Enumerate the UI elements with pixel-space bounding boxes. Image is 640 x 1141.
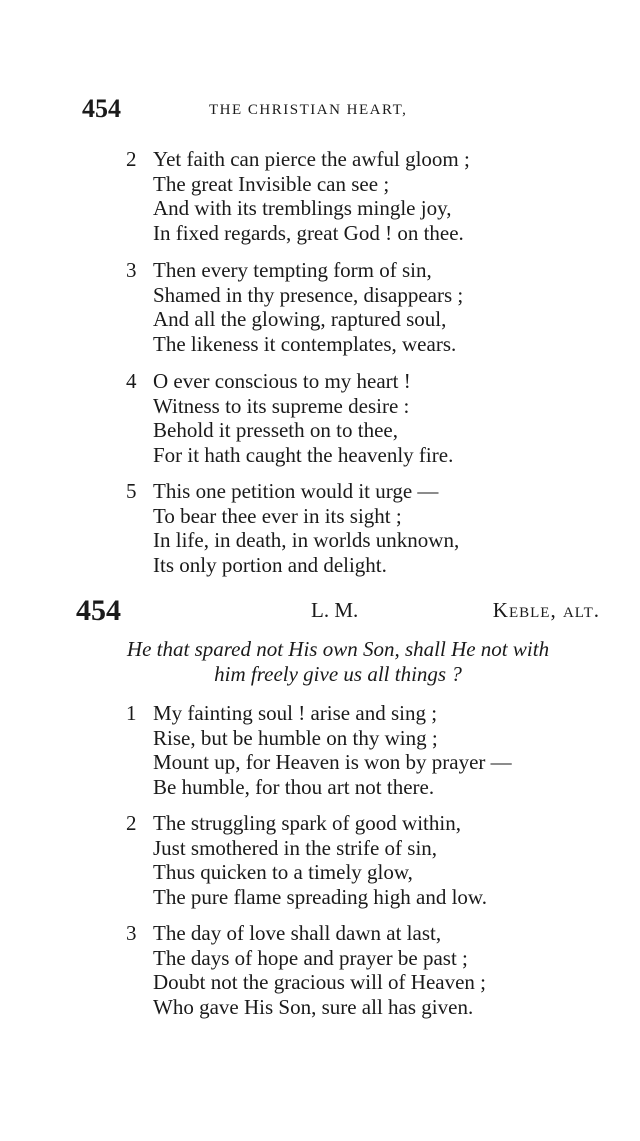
verse-line: And all the glowing, raptured soul, xyxy=(153,307,447,331)
running-title: THE CHRISTIAN HEART, xyxy=(209,102,408,118)
epigraph-line: him freely give us all things ? xyxy=(214,662,462,686)
verse-line: The great Invisible can see ; xyxy=(153,171,390,196)
verse-line: Witness to its supreme desire : xyxy=(153,393,410,418)
verse-line: The pure flame spreading high and low. xyxy=(153,884,487,909)
verse-line: Mount up, for Heaven is won by prayer — xyxy=(153,750,512,774)
page-number: 454 xyxy=(82,94,121,123)
verse-line: To bear thee ever in its sight ; xyxy=(153,503,402,528)
hymn-number: 454 xyxy=(76,594,121,627)
verse-line: Thus quicken to a timely glow, xyxy=(153,860,413,884)
verse-line: And with its tremblings mingle joy, xyxy=(153,196,452,220)
verse-line: The likeness it contemplates, wears. xyxy=(153,331,457,356)
hymn-author: Keble, alt. xyxy=(492,598,600,622)
verse-line: Just smothered in the strife of sin, xyxy=(153,835,438,860)
stanza-number: 4 xyxy=(126,369,137,393)
stanza-number: 2 xyxy=(126,147,137,171)
verse-line: In life, in death, in worlds unknown, xyxy=(153,528,460,552)
verse-line: Then every tempting form of sin, xyxy=(153,258,432,282)
verse-line: Rise, but be humble on thy wing ; xyxy=(153,725,438,750)
stanza-number: 2 xyxy=(126,811,137,835)
page-header xyxy=(82,94,572,124)
stanza-number: 3 xyxy=(126,921,137,945)
stanza-number: 1 xyxy=(126,701,137,725)
verse-line: The days of hope and prayer be past ; xyxy=(153,945,468,970)
verse-line: The struggling spark of good within, xyxy=(153,811,461,835)
verse-line: Its only portion and delight. xyxy=(153,552,387,577)
verse-line: For it hath caught the heavenly fire. xyxy=(153,442,454,467)
verse-line: Doubt not the gracious will of Heaven ; xyxy=(153,970,487,994)
verse-line: This one petition would it urge — xyxy=(153,479,439,503)
verse-line: Be humble, for thou art not there. xyxy=(153,774,435,799)
verse-line: Behold it presseth on to thee, xyxy=(153,418,398,442)
verse-line: The day of love shall dawn at last, xyxy=(153,921,442,945)
hymn-epigraph xyxy=(76,637,600,687)
hymn-meter: L. M. xyxy=(311,598,359,622)
verse-line: In fixed regards, great God ! on thee. xyxy=(153,220,464,245)
epigraph-line: He that spared not His own Son, shall He not with xyxy=(126,637,550,661)
verse-line: O ever conscious to my heart ! xyxy=(153,369,411,393)
verse-line: Shamed in thy presence, disappears ; xyxy=(153,282,464,307)
stanza-number: 3 xyxy=(126,258,137,282)
verse-line: Yet faith can pierce the awful gloom ; xyxy=(153,147,470,171)
stanza-number: 5 xyxy=(126,479,137,503)
hymn-heading xyxy=(76,594,600,630)
verse-line: Who gave His Son, sure all has given. xyxy=(153,994,474,1019)
verse-line: My fainting soul ! arise and sing ; xyxy=(153,701,438,725)
